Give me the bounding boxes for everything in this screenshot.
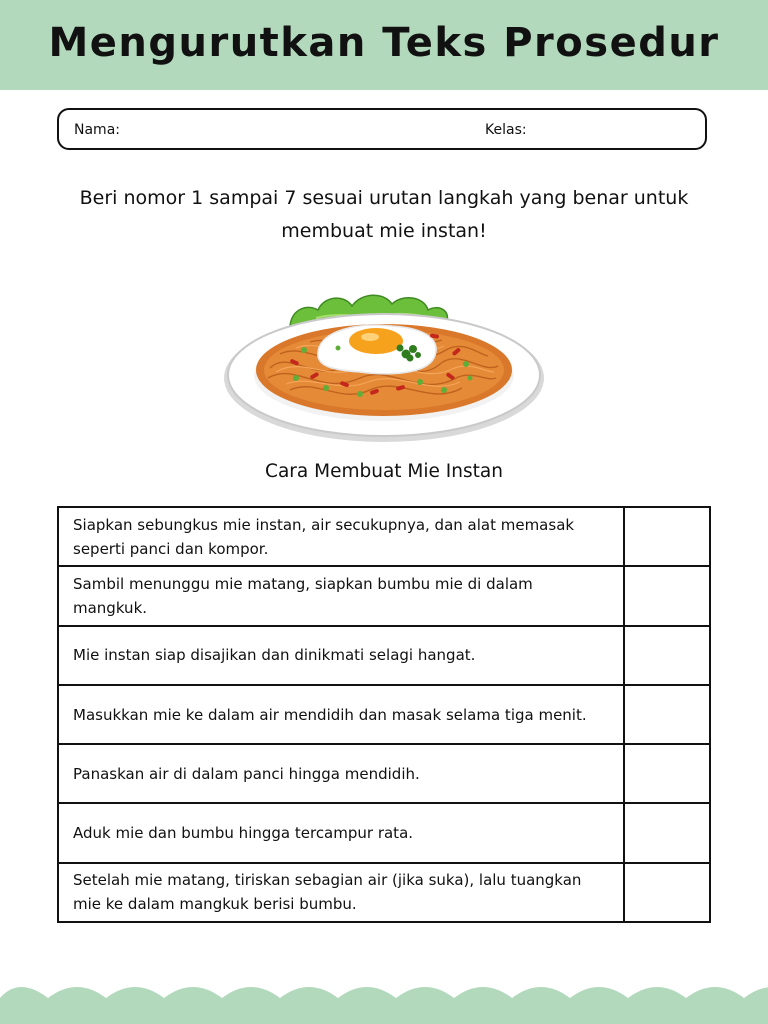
step-number-box[interactable]	[624, 863, 710, 922]
step-text: Panaskan air di dalam panci hingga mendidih.	[58, 744, 624, 803]
page-title: Mengurutkan Teks Prosedur	[48, 20, 720, 66]
step-number-box[interactable]	[624, 803, 710, 862]
step-number-box[interactable]	[624, 507, 710, 566]
step-text: Mie instan siap disajikan dan dinikmati selagi hangat.	[58, 626, 624, 685]
step-text: Masukkan mie ke dalam air mendidih dan masak selama tiga menit.	[58, 685, 624, 744]
section-title: Cara Membuat Mie Instan	[265, 461, 503, 482]
table-row	[58, 566, 710, 625]
step-number-box[interactable]	[624, 566, 710, 625]
table-row	[58, 507, 710, 566]
scalloped-footer	[0, 978, 768, 1024]
table-row	[58, 626, 710, 685]
step-number-box[interactable]	[624, 626, 710, 685]
step-text: Aduk mie dan bumbu hingga tercampur rata.	[58, 803, 624, 862]
header-banner	[0, 0, 768, 90]
name-field-label: Nama:	[74, 122, 120, 138]
step-number-box[interactable]	[624, 685, 710, 744]
table-row	[58, 685, 710, 744]
step-text: Sambil menunggu mie matang, siapkan bumbu mie di dalam mangkuk.	[58, 566, 624, 625]
step-text: Siapkan sebungkus mie instan, air secukupnya, dan alat memasak seperti panci dan kompor.	[58, 507, 624, 566]
instruction-text: Beri nomor 1 sampai 7 sesuai urutan langkah yang benar untuk membuat mie instan!	[79, 187, 689, 242]
class-field-label: Kelas:	[485, 122, 527, 138]
student-info-box	[57, 108, 707, 150]
step-number-box[interactable]	[624, 744, 710, 803]
step-text: Setelah mie matang, tiriskan sebagian air (jika suka), lalu tuangkan mie ke dalam mangkuk berisi bumbu.	[58, 863, 624, 922]
fried-noodle-plate-icon	[220, 278, 548, 448]
table-row	[58, 744, 710, 803]
table-row	[58, 863, 710, 922]
steps-table	[57, 506, 711, 923]
table-row	[58, 803, 710, 862]
